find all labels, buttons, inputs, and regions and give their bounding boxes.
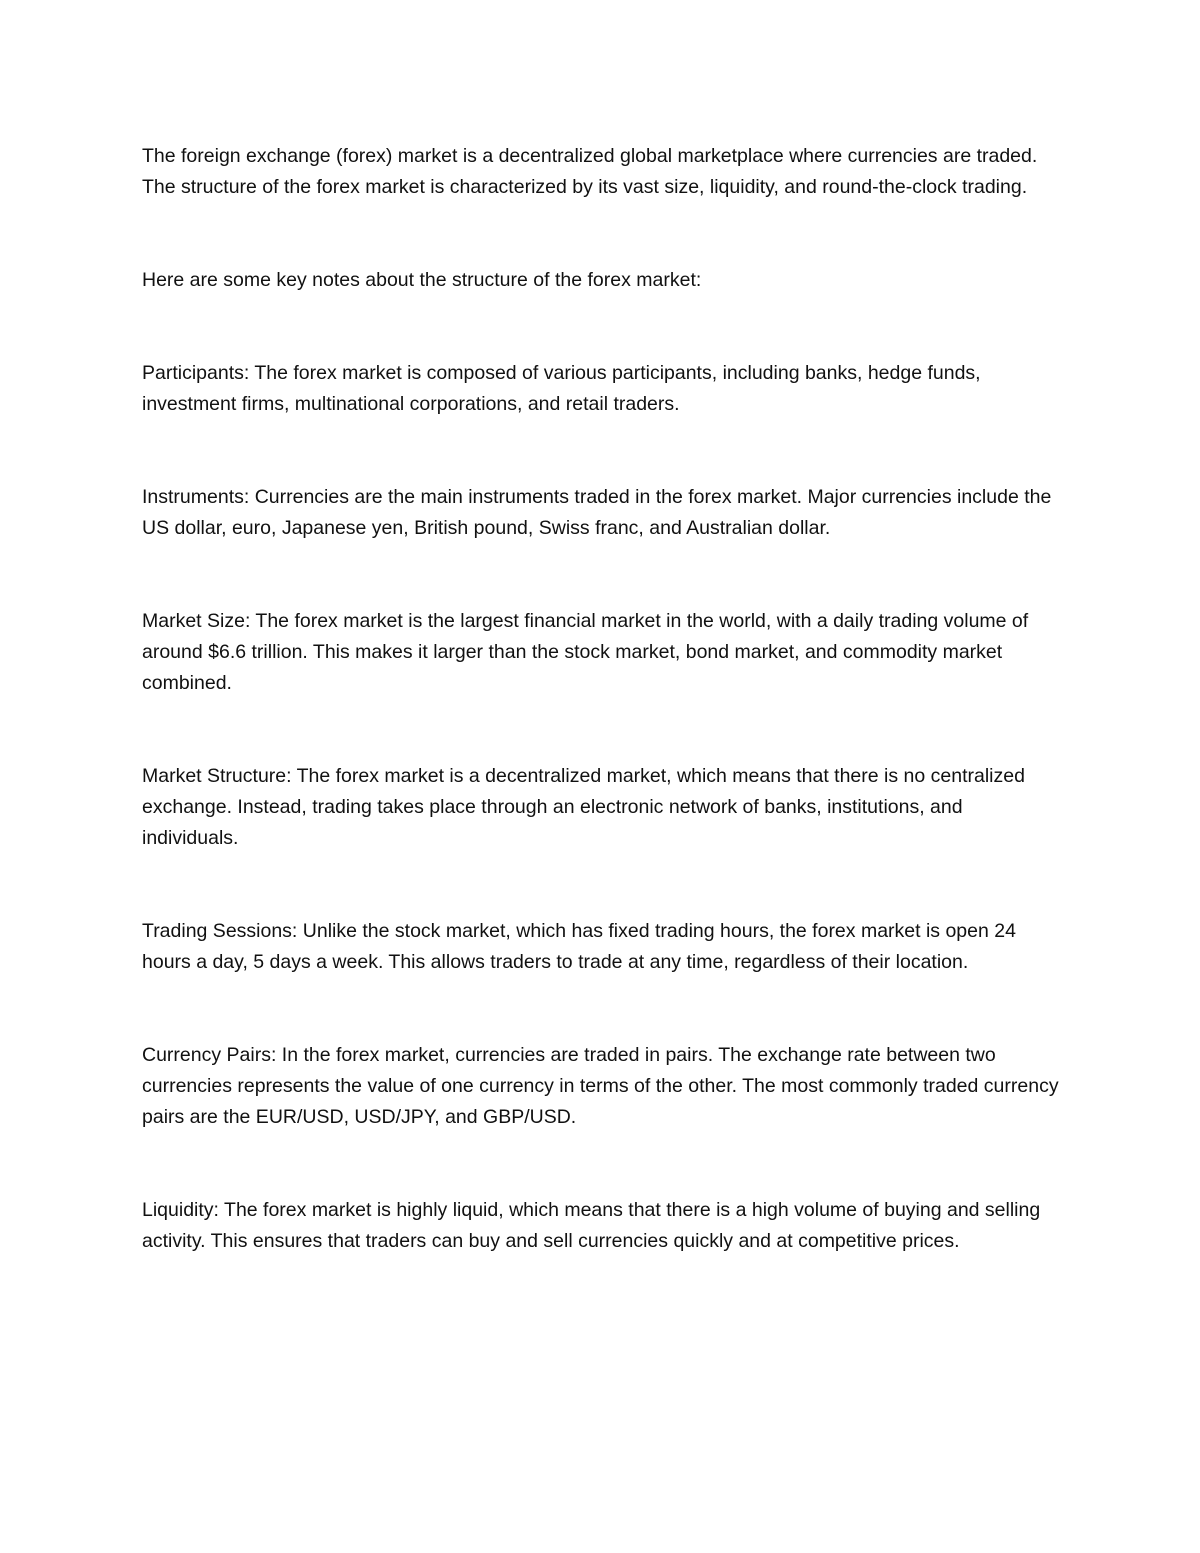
currency-pairs-paragraph: Currency Pairs: In the forex market, currencies are traded in pairs. The exchange rate between two currencies represents the value of one currency in terms of the other. The most commonly traded currency pairs are the EUR/USD, USD/JPY, and GBP/USD. (142, 1044, 1059, 1128)
instruments-paragraph: Instruments: Currencies are the main instruments traded in the forex market. Major currencies include the US dollar, euro, Japanese yen, British pound, Swiss franc, and Australian dollar. (142, 486, 1052, 539)
key-notes-heading: Here are some key notes about the structure of the forex market: (142, 269, 702, 291)
participants-paragraph: Participants: The forex market is composed of various participants, including banks, hedge funds, investment firms, multinational corporations, and retail traders. (142, 362, 981, 415)
market-structure-paragraph: Market Structure: The forex market is a decentralized market, which means that there is no centralized exchange. Instead, trading takes place through an electronic network of banks, institutions, and individuals. (142, 765, 1025, 849)
intro-paragraph: The foreign exchange (forex) market is a decentralized global marketplace where currencies are traded. The structure of the forex market is characterized by its vast size, liquidity, and round-the-clock trading. (142, 145, 1038, 198)
market-size-paragraph: Market Size: The forex market is the largest financial market in the world, with a daily trading volume of around $6.6 trillion. This makes it larger than the stock market, bond market, and commodity market combined. (142, 610, 1029, 694)
liquidity-paragraph: Liquidity: The forex market is highly liquid, which means that there is a high volume of buying and selling activity. This ensures that traders can buy and sell currencies quickly and at competitive prices. (142, 1199, 1041, 1252)
document-body (142, 141, 1060, 1319)
trading-sessions-paragraph: Trading Sessions: Unlike the stock market, which has fixed trading hours, the forex market is open 24 hours a day, 5 days a week. This allows traders to trade at any time, regardless of their location. (142, 920, 1016, 973)
